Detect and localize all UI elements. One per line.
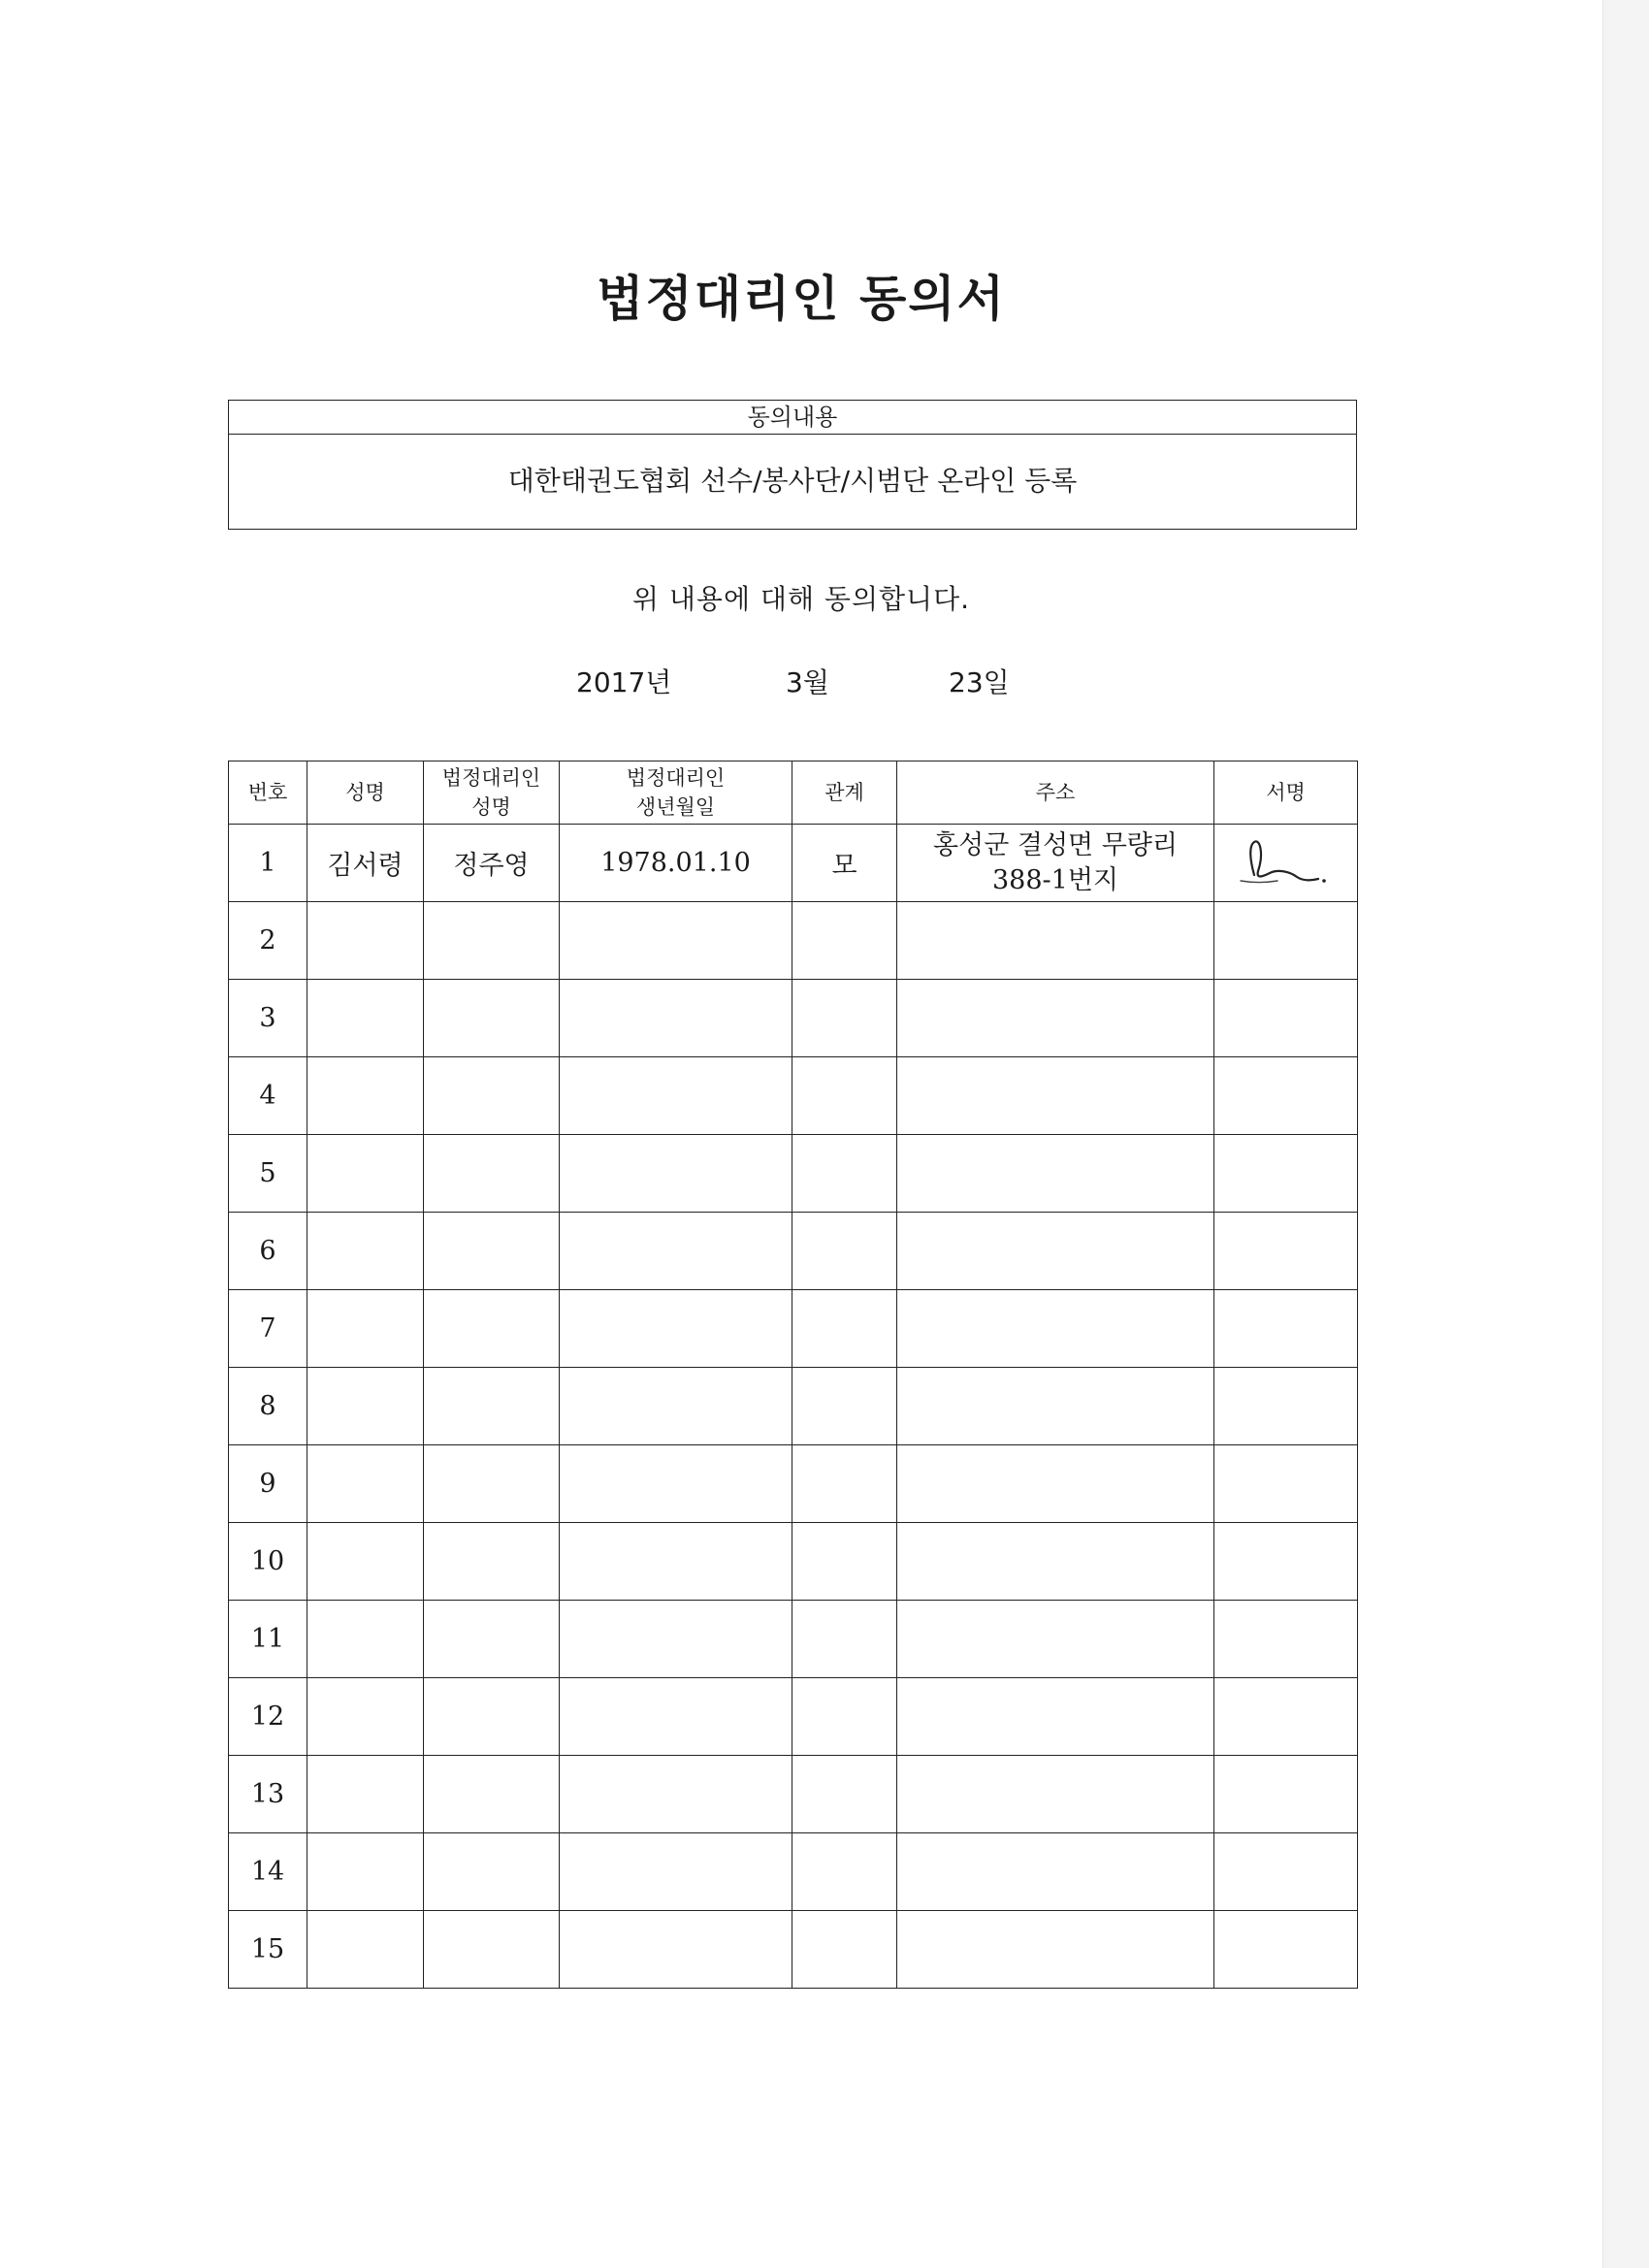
cell-guardian-name	[424, 1756, 560, 1833]
cell-guardian-name	[424, 1601, 560, 1678]
cell-guardian-birth	[560, 980, 792, 1057]
cell-number: 12	[229, 1678, 307, 1756]
cell-guardian-birth	[560, 1833, 792, 1911]
cell-number: 13	[229, 1756, 307, 1833]
cell-guardian-name	[424, 1833, 560, 1911]
cell-address	[897, 1057, 1214, 1135]
cell-name	[307, 1911, 424, 1989]
cell-address	[897, 1368, 1214, 1445]
cell-guardian-name	[424, 1290, 560, 1368]
cell-address	[897, 1911, 1214, 1989]
cell-name	[307, 1523, 424, 1601]
cell-relation	[792, 1213, 897, 1290]
cell-guardian-birth	[560, 1290, 792, 1368]
cell-number: 1	[229, 825, 307, 902]
header-number: 번호	[229, 761, 307, 825]
cell-number: 7	[229, 1290, 307, 1368]
cell-number: 9	[229, 1445, 307, 1523]
cell-number: 8	[229, 1368, 307, 1445]
cell-guardian-name	[424, 1135, 560, 1213]
cell-guardian-name	[424, 902, 560, 980]
cell-name	[307, 1368, 424, 1445]
table-row	[229, 902, 1358, 980]
table-row	[229, 1756, 1358, 1833]
cell-address	[897, 1135, 1214, 1213]
cell-guardian-name: 정주영	[424, 825, 560, 902]
table-row	[229, 1523, 1358, 1601]
cell-address	[897, 1678, 1214, 1756]
cell-guardian-birth	[560, 1523, 792, 1601]
table-row	[229, 1601, 1358, 1678]
cell-relation	[792, 1678, 897, 1756]
cell-name	[307, 1213, 424, 1290]
cell-name	[307, 1601, 424, 1678]
cell-guardian-name	[424, 1911, 560, 1989]
consent-box	[228, 400, 1357, 530]
cell-guardian-name	[424, 1523, 560, 1601]
cell-number: 14	[229, 1833, 307, 1911]
cell-relation	[792, 1445, 897, 1523]
cell-guardian-birth	[560, 1368, 792, 1445]
cell-name	[307, 1290, 424, 1368]
cell-guardian-name	[424, 980, 560, 1057]
cell-signature	[1214, 1523, 1358, 1601]
cell-address	[897, 825, 1214, 902]
document-title: 법정대리인 동의서	[597, 270, 1006, 327]
cell-relation	[792, 1368, 897, 1445]
cell-guardian-name	[424, 1213, 560, 1290]
cell-name	[307, 1678, 424, 1756]
cell-relation: 모	[792, 825, 897, 902]
header-address: 주소	[897, 761, 1214, 825]
cell-guardian-name	[424, 1678, 560, 1756]
cell-guardian-birth	[560, 1678, 792, 1756]
cell-guardian-name	[424, 1445, 560, 1523]
cell-guardian-birth	[560, 1756, 792, 1833]
consent-text: 대한태권도협회 선수/봉사단/시범단 온라인 등록	[507, 465, 1078, 497]
cell-number: 15	[229, 1911, 307, 1989]
handwritten-signature	[1233, 832, 1340, 894]
cell-guardian-birth	[560, 1135, 792, 1213]
header-signature: 서명	[1214, 761, 1358, 825]
cell-relation	[792, 1290, 897, 1368]
cell-signature	[1214, 1135, 1358, 1213]
cell-guardian-birth	[560, 1213, 792, 1290]
cell-signature	[1214, 980, 1358, 1057]
cell-signature	[1214, 1290, 1358, 1368]
table-row	[229, 1678, 1358, 1756]
cell-name	[307, 1445, 424, 1523]
cell-name	[307, 1057, 424, 1135]
cell-number: 11	[229, 1601, 307, 1678]
table-row	[229, 1445, 1358, 1523]
table-row	[229, 1057, 1358, 1135]
table-row	[229, 980, 1358, 1057]
table-row	[229, 1213, 1358, 1290]
cell-signature	[1214, 1057, 1358, 1135]
header-guardian-name-line1: 법정대리인	[441, 766, 541, 790]
cell-address	[897, 1601, 1214, 1678]
table-header-row	[229, 761, 1358, 825]
cell-relation	[792, 1833, 897, 1911]
cell-signature	[1214, 1911, 1358, 1989]
cell-address	[897, 1523, 1214, 1601]
guardian-table	[228, 761, 1358, 1989]
agree-statement: 위 내용에 대해 동의합니다.	[631, 583, 971, 615]
cell-relation	[792, 1601, 897, 1678]
cell-number: 6	[229, 1213, 307, 1290]
scan-edge	[1602, 0, 1649, 2268]
cell-guardian-birth	[560, 1057, 792, 1135]
consent-header: 동의내용	[229, 401, 1356, 435]
cell-number: 4	[229, 1057, 307, 1135]
cell-signature	[1214, 1445, 1358, 1523]
cell-relation	[792, 980, 897, 1057]
cell-guardian-birth	[560, 902, 792, 980]
cell-address	[897, 980, 1214, 1057]
cell-number: 5	[229, 1135, 307, 1213]
cell-guardian-birth: 1978.01.10	[560, 825, 792, 902]
cell-name	[307, 1833, 424, 1911]
cell-guardian-birth	[560, 1911, 792, 1989]
header-guardian-birth-line1: 법정대리인	[626, 766, 726, 790]
cell-signature	[1214, 902, 1358, 980]
cell-signature	[1214, 1756, 1358, 1833]
header-name: 성명	[307, 761, 424, 825]
cell-signature	[1214, 1213, 1358, 1290]
cell-address	[897, 1756, 1214, 1833]
table-row	[229, 1135, 1358, 1213]
cell-address	[897, 1290, 1214, 1368]
table-row	[229, 1833, 1358, 1911]
table-row	[229, 825, 1358, 902]
table-row	[229, 1290, 1358, 1368]
cell-signature	[1214, 1678, 1358, 1756]
cell-name	[307, 980, 424, 1057]
cell-relation	[792, 1756, 897, 1833]
date-year: 2017년	[576, 666, 672, 698]
cell-name: 김서령	[307, 825, 424, 902]
cell-relation	[792, 1057, 897, 1135]
date-month: 3월	[786, 666, 829, 698]
cell-address	[897, 1833, 1214, 1911]
cell-signature	[1214, 1601, 1358, 1678]
header-guardian-birth	[560, 761, 792, 825]
cell-guardian-name	[424, 1057, 560, 1135]
cell-signature	[1214, 1833, 1358, 1911]
table-row	[229, 1368, 1358, 1445]
cell-relation	[792, 902, 897, 980]
cell-address	[897, 1445, 1214, 1523]
cell-number: 2	[229, 902, 307, 980]
date-day: 23일	[949, 666, 1010, 698]
cell-address	[897, 1213, 1214, 1290]
cell-address	[897, 902, 1214, 980]
cell-number: 10	[229, 1523, 307, 1601]
cell-relation	[792, 1523, 897, 1601]
table-row	[229, 1911, 1358, 1989]
cell-relation	[792, 1911, 897, 1989]
header-guardian-birth-line2: 생년월일	[635, 795, 716, 819]
cell-signature	[1214, 825, 1358, 902]
cell-name	[307, 1135, 424, 1213]
header-relation: 관계	[792, 761, 897, 825]
cell-number: 3	[229, 980, 307, 1057]
cell-guardian-birth	[560, 1445, 792, 1523]
cell-relation	[792, 1135, 897, 1213]
cell-address-line2: 388-1번지	[992, 864, 1118, 895]
header-guardian-name	[424, 761, 560, 825]
cell-guardian-birth	[560, 1601, 792, 1678]
cell-name	[307, 1756, 424, 1833]
cell-name	[307, 902, 424, 980]
cell-guardian-name	[424, 1368, 560, 1445]
cell-signature	[1214, 1368, 1358, 1445]
header-guardian-name-line2: 성명	[471, 795, 511, 819]
cell-address-line1: 홍성군 결성면 무량리	[933, 829, 1178, 860]
